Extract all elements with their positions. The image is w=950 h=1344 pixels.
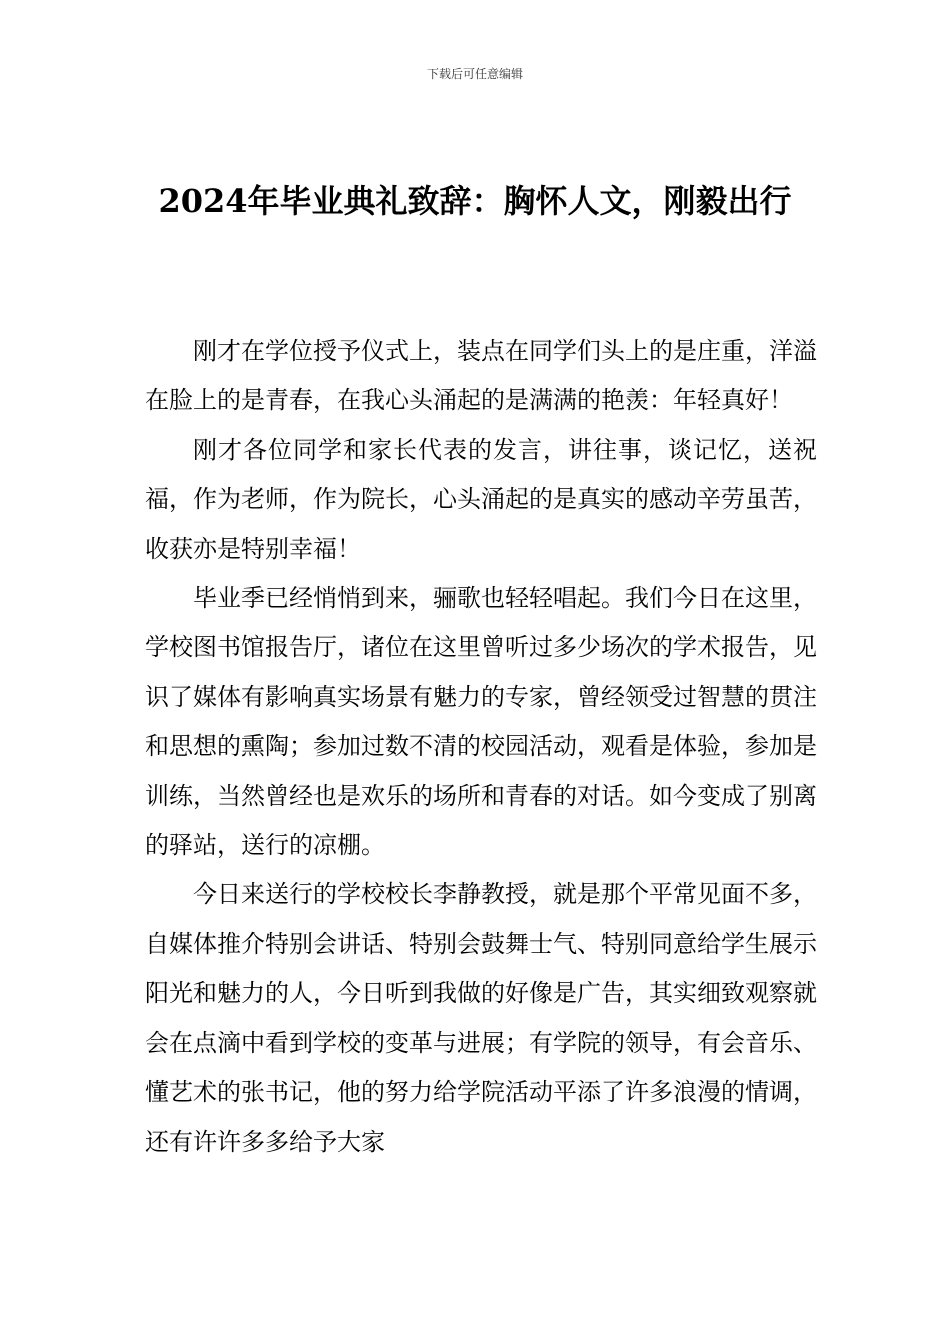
paragraph: 刚才在学位授予仪式上，装点在同学们头上的是庄重，洋溢在脸上的是青春，在我心头涌起的是满满的艳羡：年轻真好！: [145, 337, 817, 415]
document-body: [145, 327, 817, 1167]
header-note: 下载后可任意编辑: [426, 67, 523, 81]
document-title: 2024年毕业典礼致辞：胸怀人文，刚毅出行: [158, 182, 792, 220]
paragraph: 毕业季已经悄悄到来，骊歌也轻轻唱起。我们今日在这里，学校图书馆报告厅，诸位在这里曾听过多少场次的学术报告，见识了媒体有影响真实场景有魅力的专家，曾经领受过智慧的贯注和思想的熏陶；参加过数不清的校园活动，观看是体验，参加是训练，当然曾经也是欢乐的场所和青春的对话。如今变成了别离的驿站，送行的凉棚。: [145, 584, 817, 860]
paragraph: 今日来送行的学校校长李静教授，就是那个平常见面不多，自媒体推介特别会讲话、特别会鼓舞士气、特别同意给学生展示阳光和魅力的人，今日听到我做的好像是广告，其实细致观察就会在点滴中看到学校的变革与进展；有学院的领导，有会音乐、懂艺术的张书记，他的努力给学院活动平添了许多浪漫的情调，还有许许多多给予大家: [145, 880, 817, 1156]
paragraph: 刚才各位同学和家长代表的发言，讲往事，谈记忆，送祝福，作为老师，作为院长，心头涌起的是真实的感动辛劳虽苦，收获亦是特别幸福！: [145, 435, 817, 563]
